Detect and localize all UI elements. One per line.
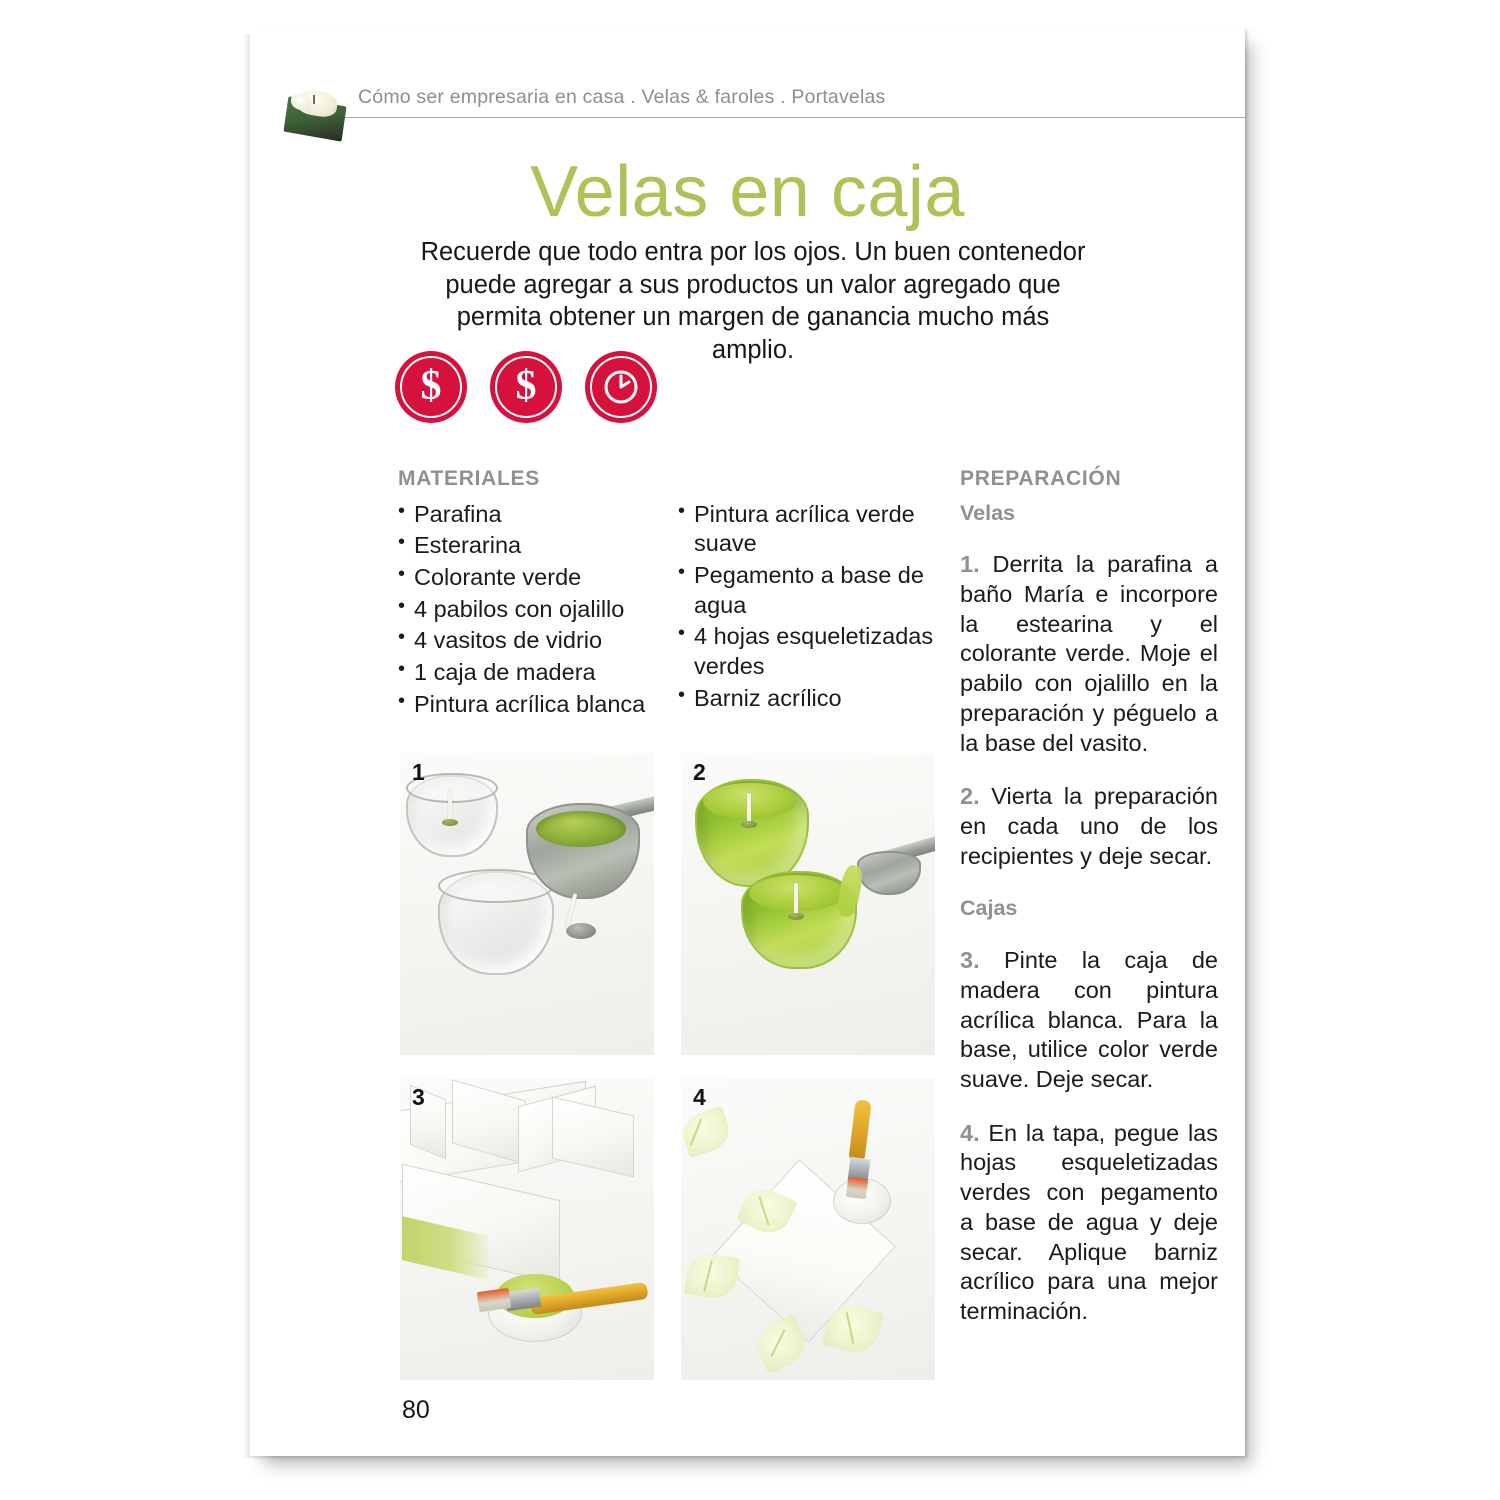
list-item: • Pegamento a base de agua	[678, 561, 943, 620]
list-item: • Barniz acrílico	[678, 684, 943, 714]
page-number: 80	[402, 1396, 430, 1424]
page-header	[250, 28, 1245, 148]
list-item: • Pintura acrílica blanca	[398, 690, 648, 720]
page-sheet	[250, 28, 1245, 1456]
preparation-step-2	[960, 782, 1218, 871]
candle-box-thumbnail-icon	[283, 83, 351, 145]
step-photo-4	[681, 1078, 935, 1380]
step-number: 1.	[960, 551, 980, 578]
header-divider	[345, 117, 1245, 118]
step-text: En la tapa, pegue las hojas esqueletizadas verdes con pegamento a base de agua y deje secar. Aplique barniz acrílico para una mejor terminación.	[960, 1119, 1219, 1325]
list-item: • 4 hojas esqueletizadas verdes	[678, 622, 943, 681]
list-item: • Parafina	[398, 500, 648, 530]
photo-number: 1	[412, 759, 425, 785]
step-text: Vierta la preparación en cada uno de los recipientes y deje secar.	[960, 783, 1218, 869]
preparation-step-1	[960, 550, 1218, 758]
list-item: • Esterarina	[398, 531, 648, 561]
photo-number: 4	[693, 1084, 706, 1110]
preparation-step-3	[960, 946, 1218, 1095]
materials-heading: MATERIALES	[398, 467, 540, 490]
list-item: • 4 pabilos con ojalillo	[398, 595, 648, 625]
photo-scene	[681, 753, 935, 1055]
clock-face-icon	[601, 367, 641, 407]
running-head: Cómo ser empresaria en casa . Velas & faroles . Portavelas	[358, 86, 886, 108]
materials-list-1	[398, 500, 648, 720]
dollar-glyph: $	[420, 363, 442, 409]
materials-column-1	[398, 466, 648, 722]
step-number: 3.	[960, 947, 980, 974]
cost-dollar-icon-1	[395, 351, 467, 423]
step-photo-1	[400, 753, 654, 1055]
difficulty-badge-group	[395, 351, 657, 423]
list-item: • 1 caja de madera	[398, 658, 648, 688]
preparation-step-4	[960, 1119, 1218, 1327]
materials-list-2	[678, 500, 943, 714]
dollar-glyph: $	[515, 363, 537, 409]
photo-number: 2	[693, 759, 706, 785]
photo-scene	[400, 1078, 654, 1380]
step-number: 4.	[960, 1119, 980, 1146]
preparation-subheading-velas: Velas	[960, 500, 1015, 525]
photo-number: 3	[412, 1084, 425, 1110]
page-subtitle: Recuerde que todo entra por los ojos. Un buen contenedor puede agregar a sus productos un valor agregado que permita obtener un margen de ganancia mucho más amplio.	[420, 238, 1086, 364]
page-title: Velas en caja	[530, 152, 965, 232]
step-photo-2	[681, 753, 935, 1055]
list-item: • Colorante verde	[398, 563, 648, 593]
photo-scene	[681, 1078, 935, 1380]
materials-column-2	[678, 466, 943, 716]
step-number: 2.	[960, 783, 980, 810]
step-photo-3	[400, 1078, 654, 1380]
preparation-column	[960, 466, 1218, 1327]
cost-dollar-icon-2	[490, 351, 562, 423]
list-item: • 4 vasitos de vidrio	[398, 626, 648, 656]
step-text: Derrita la parafina a baño María e incorpore la estearina y el colorante verde. Moje el pabilo con ojalillo en la preparación y péguelo a la base del vasito.	[960, 551, 1218, 756]
preparation-subheading-cajas: Cajas	[960, 896, 1018, 921]
photo-scene	[400, 753, 654, 1055]
time-clock-icon	[585, 351, 657, 423]
step-text: Pinte la caja de madera con pintura acrílica blanca. Para la base, utilice color verde suave. Deje secar.	[960, 947, 1218, 1092]
preparation-heading: PREPARACIÓN	[960, 467, 1122, 490]
list-item: • Pintura acrílica verde suave	[678, 500, 943, 559]
